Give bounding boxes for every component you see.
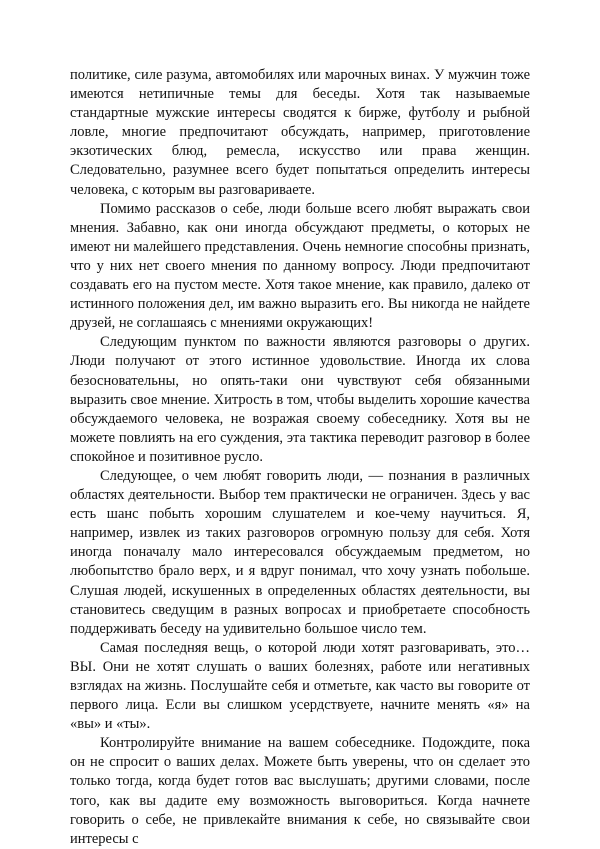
paragraph-2: Помимо рассказов о себе, люди больше всего любят выражать свои мнения. Забавно, как они иногда обсуждают предметы, о которых не имеют ни малейшего представления. Очень немногие способны признать, что у них нет своего мнения по данному вопросу. Люди предпочитают создавать его на пустом месте. Хотя такое мнение, как правило, далеко от истинного положения дел, им важно выразить его. Вы никогда не найдете друзей, не соглашаясь с мнениями окружающих! — [70, 200, 530, 332]
paragraph-4: Следующее, о чем любят говорить люди, — познания в различных областях деятельности. Выбор тем практически не ограничен. Здесь у вас есть шанс побыть хорошим слушателем и кое-чему научиться. Я, например, извлек из таких разговоров огромную пользу для себя. Хотя иногда поначалу мало интересовался обсуждаемым предметом, но любопытство брало верх, и я вдруг понимал, что хочу узнать побольше. Слушая людей, искушенных в определенных областях деятельности, вы становитесь сведущим в разных вопросах и приобретаете способность поддерживать беседу на удивительно большое число тем. — [70, 467, 530, 637]
body-text — [70, 66, 530, 849]
paragraph-3: Следующим пунктом по важности являются разговоры о других. Люди получают от этого истинное удовольствие. Иногда их слова безосновательны, но опять-таки они чувствуют себя обязанными выразить свое мнение. Хитрость в том, чтобы выделить хорошие качества обсуждаемого человека, не возражая своему собеседнику. Хотя вы не можете повлиять на его суждения, эта тактика переводит разговор в более спокойное и позитивное русло. — [70, 334, 530, 465]
paragraph-5: Самая последняя вещь, о которой люди хотят разговаривать, это… ВЫ. Они не хотят слушать о ваших болезнях, работе или негативных взглядах на жизнь. Послушайте себя и отметьте, как часто вы говорите от первого лица. Если вы слишком усердствуете, начните менять «я» на «вы» и «ты». — [70, 639, 530, 733]
paragraph-1: политике, силе разума, автомобилях или марочных винах. У мужчин тоже имеются нетипичные темы для беседы. Хотя так называемые стандартные мужские интересы сводятся к бирже, футболу и рыбной ловле, многие предпочитают обсуждать, например, приготовление экзотических блюд, ремесла, искусство или права женщин. Следовательно, разумнее всего будет попытаться определить интересы человека, с которым вы разговариваете. — [70, 67, 530, 198]
paragraph-6: Контролируйте внимание на вашем собеседнике. Подождите, пока он не спросит о ваших делах. Можете быть уверены, что он сделает это только тогда, когда будет готов вас выслушать; другими словами, после того, как вы дадите ему возможность выговориться. Когда начнете говорить о себе, не привлекайте внимания к себе, но связывайте свои интересы с — [70, 735, 530, 847]
